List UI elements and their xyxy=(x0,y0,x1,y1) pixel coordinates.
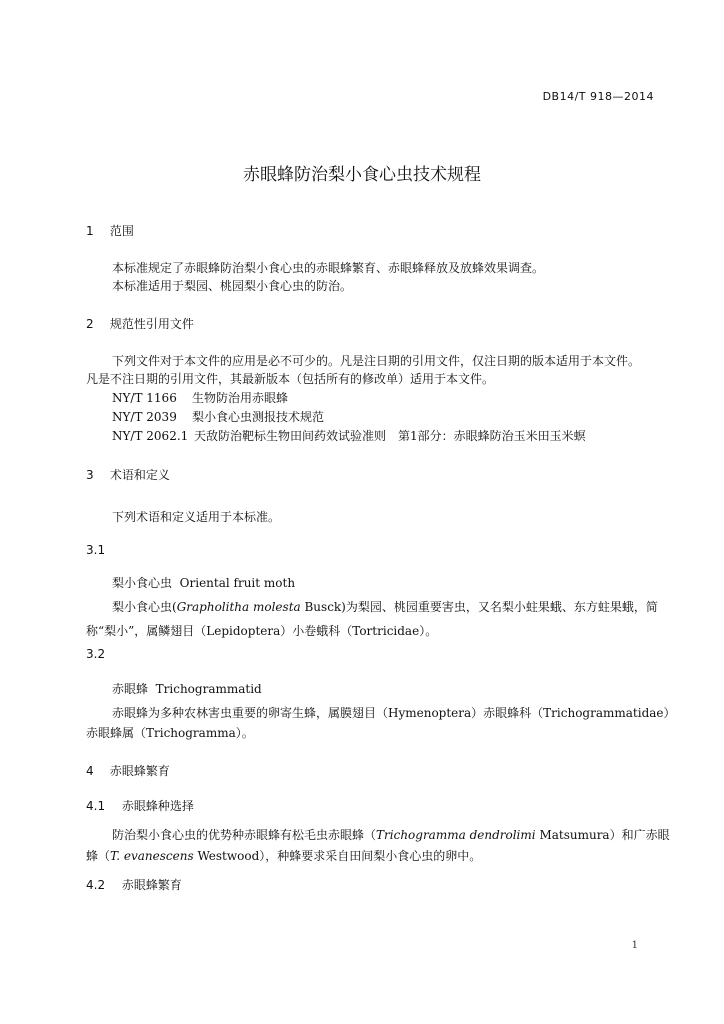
section-title: 范围 xyxy=(109,224,134,238)
subsection-3-2-number: 3.2 xyxy=(86,647,106,661)
term-chinese: 赤眼蜂 xyxy=(112,682,149,696)
term-english: Oriental fruit moth xyxy=(179,576,296,590)
paragraph: 称“梨小”，属鳞翅目（Lepidoptera）小卷蛾科（Tortricidae）。 xyxy=(86,624,438,638)
paragraph: 赤眼蜂属（Trichogramma）。 xyxy=(86,726,254,740)
section-number: 2 xyxy=(86,317,94,331)
section-3-heading xyxy=(86,466,170,483)
section-4-heading xyxy=(86,762,170,779)
section-title: 赤眼蜂繁育 xyxy=(121,878,182,892)
paragraph: 下列术语和定义适用于本标准。 xyxy=(112,510,281,524)
reference-item xyxy=(112,408,324,425)
section-number: 4.2 xyxy=(86,878,106,892)
section-number: 4.1 xyxy=(86,799,106,813)
reference-title: 生物防治用赤眼蜂 xyxy=(192,391,289,405)
standard-code: DB14/T 918—2014 xyxy=(542,90,654,103)
reference-title: 梨小食心虫测报技术规范 xyxy=(192,410,325,424)
term-entry xyxy=(112,680,262,697)
reference-code: NY/T 1166 xyxy=(112,391,177,405)
section-title: 术语和定义 xyxy=(109,468,170,482)
paragraph: 下列文件对于本文件的应用是必不可少的。凡是注日期的引用文件，仅注日期的版本适用于本文件。 xyxy=(112,354,641,368)
paragraph: 赤眼蜂为多种农林害虫重要的卵寄生蜂，属膜翅目（Hymenoptera）赤眼蜂科（Trichogrammatidae） xyxy=(112,706,676,720)
reference-item xyxy=(112,427,586,444)
section-title: 规范性引用文件 xyxy=(109,317,194,331)
text-run: 梨小食心虫( xyxy=(112,600,177,614)
page-number: 1 xyxy=(631,940,638,951)
paragraph: 本标准适用于梨园、桃园梨小食心虫的防治。 xyxy=(112,279,353,293)
section-title: 赤眼蜂繁育 xyxy=(109,764,170,778)
text-run: 防治梨小食心虫的优势种赤眼蜂有松毛虫赤眼蜂（ xyxy=(112,828,377,842)
paragraph xyxy=(86,847,481,864)
section-number: 4 xyxy=(86,764,94,778)
text-run: Westwood），种蜂要求采自田间梨小食心虫的卵中。 xyxy=(193,849,482,863)
section-number: 3 xyxy=(86,468,94,482)
document-title: 赤眼蜂防治梨小食心虫技术规程 xyxy=(243,165,481,185)
paragraph: 凡是不注日期的引用文件，其最新版本（包括所有的修改单）适用于本文件。 xyxy=(86,372,495,386)
subsection-4-2-heading xyxy=(86,876,182,893)
section-1-heading xyxy=(86,222,134,239)
reference-item xyxy=(112,389,288,406)
text-run: Matsumura）和广赤眼 xyxy=(535,828,670,842)
scientific-name: Trichogramma dendrolimi xyxy=(376,828,536,842)
term-entry xyxy=(112,574,295,591)
scientific-name: T. evanescens xyxy=(110,849,194,863)
section-title: 赤眼蜂种选择 xyxy=(121,799,194,813)
subsection-4-1-heading xyxy=(86,797,194,814)
section-number: 1 xyxy=(86,224,94,238)
text-run: 蜂（ xyxy=(86,849,111,863)
reference-code: NY/T 2062.1 xyxy=(112,429,189,443)
section-2-heading xyxy=(86,315,194,332)
scientific-name: Grapholitha molesta xyxy=(176,600,301,614)
term-chinese: 梨小食心虫 xyxy=(112,576,173,590)
subsection-3-1-number: 3.1 xyxy=(86,543,106,557)
paragraph: 本标准规定了赤眼蜂防治梨小食心虫的赤眼蜂繁育、赤眼蜂释放及放蜂效果调查。 xyxy=(112,261,545,275)
reference-title: 天敌防治靶标生物田间药效试验准则 第1部分：赤眼蜂防治玉米田玉米螟 xyxy=(194,429,586,443)
text-run: Busck)为梨园、桃园重要害虫，又名梨小蛀果蛾、东方蛀果蛾，简 xyxy=(300,600,658,614)
paragraph xyxy=(112,826,670,843)
term-english: Trichogrammatid xyxy=(155,682,262,696)
paragraph xyxy=(112,598,658,615)
reference-code: NY/T 2039 xyxy=(112,410,177,424)
